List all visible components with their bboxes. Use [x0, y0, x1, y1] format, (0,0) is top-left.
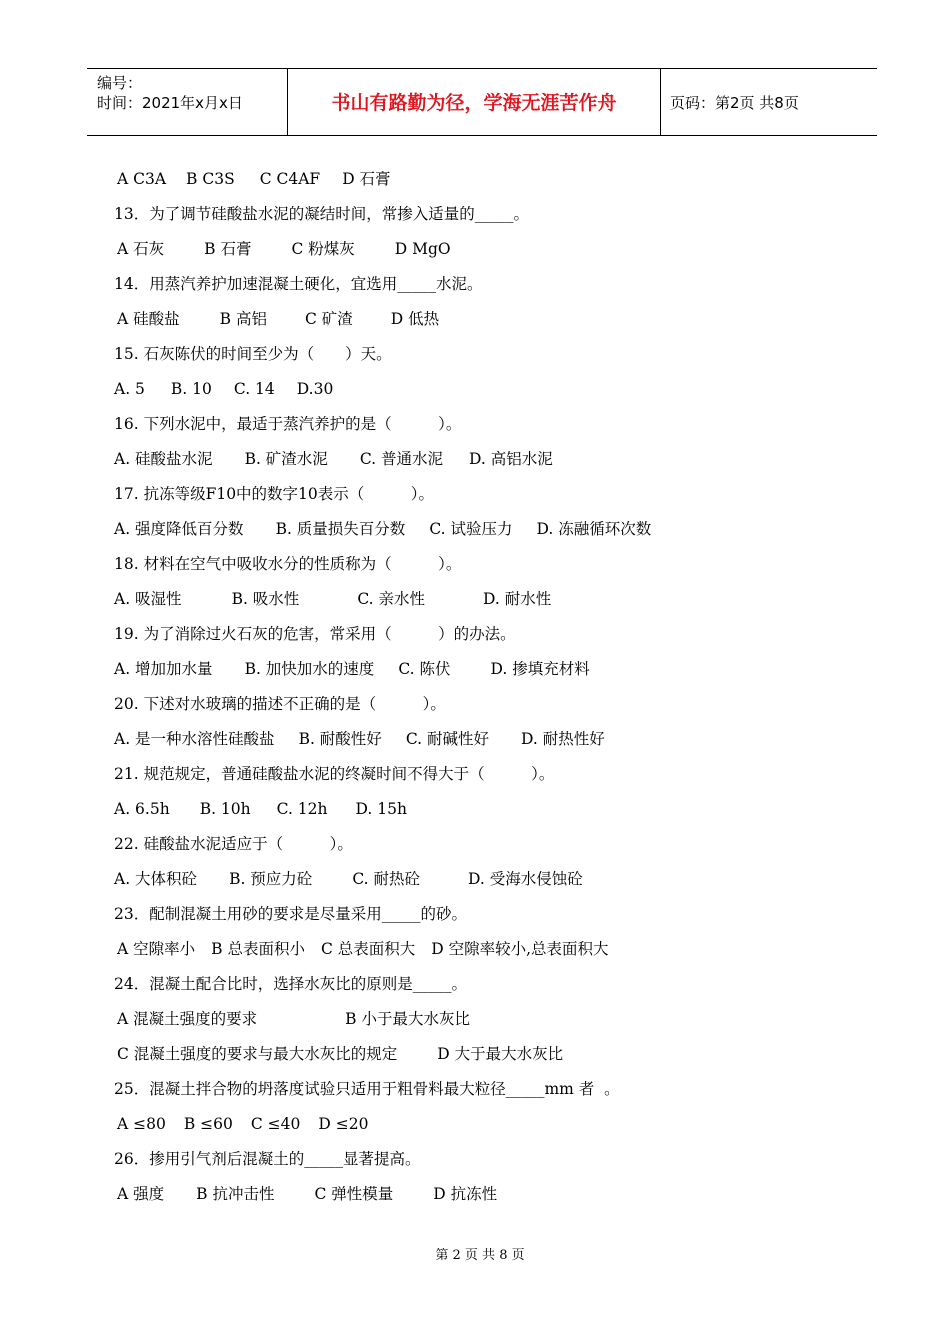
question-text: 23．配制混凝土用砂的要求是尽量采用_____的砂。 [114, 905, 467, 923]
answer-option: B. 吸水性 [231, 590, 300, 608]
answer-options [114, 166, 894, 201]
answer-option: D.30 [296, 380, 334, 398]
answer-options [114, 656, 894, 691]
time-label: 时间：2021年x月x日 [97, 94, 243, 112]
answer-option: C. 耐碱性好 [405, 730, 489, 748]
answer-option: A. 6.5h [114, 800, 170, 818]
answer-option: A 强度 [117, 1185, 165, 1203]
answer-options [114, 1111, 894, 1146]
answer-option: D 大于最大水灰比 [437, 1045, 564, 1063]
answer-option: C. 12h [276, 800, 328, 818]
answer-option: A 硅酸盐 [117, 310, 180, 328]
answer-option: C. 试验压力 [429, 520, 513, 538]
question-text: 17. 抗冻等级F10中的数字10表示（ ）。 [114, 485, 435, 503]
question-text: 18. 材料在空气中吸收水分的性质称为（ ）。 [114, 555, 462, 573]
answer-option: A. 增加加水量 [114, 660, 213, 678]
question-text: 25．混凝土拌合物的坍落度试验只适用于粗骨料最大粒径_____mm 者 。 [114, 1080, 620, 1098]
answer-option: D 抗冻性 [433, 1185, 498, 1203]
answer-option: D. 耐热性好 [520, 730, 605, 748]
answer-option: D. 受海水侵蚀砼 [467, 870, 583, 888]
page-header [87, 68, 877, 136]
answer-option: D. 高铝水泥 [468, 450, 553, 468]
answer-option: B 总表面积小 [211, 940, 305, 958]
answer-option: B. 10 [170, 380, 212, 398]
answer-option: C. 普通水泥 [359, 450, 443, 468]
question-text: 16. 下列水泥中，最适于蒸汽养护的是（ ）。 [114, 415, 462, 433]
answer-options [114, 516, 894, 551]
page-footer: 第 2 页 共 8 页 [435, 1248, 525, 1263]
answer-option: B. 预应力砼 [229, 870, 313, 888]
question-text: 20. 下述对水玻璃的描述不正确的是（ ）。 [114, 695, 446, 713]
question-text: 13．为了调节硅酸盐水泥的凝结时间，常掺入适量的_____。 [114, 205, 529, 223]
answer-option: C. 陈伏 [398, 660, 451, 678]
answer-option: B. 耐酸性好 [298, 730, 382, 748]
answer-option: A C3A [117, 170, 167, 188]
header-page-info: 页码：第2页 共8页 [670, 94, 799, 112]
question-text: 19. 为了消除过火石灰的危害，常采用（ ）的办法。 [114, 625, 516, 643]
answer-option: D 低热 [390, 310, 440, 328]
answer-option: A. 5 [114, 380, 145, 398]
answer-options [114, 1006, 894, 1041]
answer-option: B 石膏 [204, 240, 252, 258]
answer-options [114, 586, 894, 621]
answer-option: A. 大体积砼 [114, 870, 198, 888]
answer-option: C ≤40 [250, 1115, 301, 1133]
answer-option: B. 加快加水的速度 [244, 660, 375, 678]
answer-options [114, 306, 894, 341]
question-text: 22. 硅酸盐水泥适应于（ ）。 [114, 835, 353, 853]
question-text: 14．用蒸汽养护加速混凝土硬化，宜选用_____水泥。 [114, 275, 483, 293]
answer-option: D. 掺填充材料 [490, 660, 590, 678]
answer-options [114, 796, 894, 831]
answer-option: B 高铝 [219, 310, 267, 328]
question-text: 15. 石灰陈伏的时间至少为（ ）天。 [114, 345, 392, 363]
answer-options [114, 936, 894, 971]
answer-option: C 混凝土强度的要求与最大水灰比的规定 [117, 1045, 398, 1063]
answer-option: D 石膏 [342, 170, 391, 188]
answer-option: C 总表面积大 [320, 940, 416, 958]
answer-option: B. 矿渣水泥 [244, 450, 328, 468]
answer-option: C. 亲水性 [357, 590, 425, 608]
answer-option: D. 15h [355, 800, 407, 818]
answer-option: A. 硅酸盐水泥 [114, 450, 213, 468]
header-meta [97, 73, 243, 113]
answer-option: A 混凝土强度的要求 [117, 1010, 258, 1028]
answer-options [114, 446, 894, 481]
answer-options [114, 236, 894, 271]
answer-option: D 空隙率较小,总表面积大 [431, 940, 609, 958]
question-text: 21. 规范规定，普通硅酸盐水泥的终凝时间不得大于（ ）。 [114, 765, 555, 783]
answer-option: C. 耐热砼 [352, 870, 420, 888]
answer-option: C 粉煤灰 [291, 240, 355, 258]
answer-options [114, 866, 894, 901]
answer-option: B C3S [186, 170, 235, 188]
answer-option: D MgO [394, 240, 451, 258]
question-list [114, 166, 894, 1216]
answer-option: A. 强度降低百分数 [114, 520, 244, 538]
answer-options [114, 726, 894, 761]
answer-option: A ≤80 [117, 1115, 166, 1133]
answer-option: D ≤20 [318, 1115, 369, 1133]
answer-options [114, 1181, 894, 1216]
answer-option: B 抗冲击性 [196, 1185, 275, 1203]
header-motto: 书山有路勤为径，学海无涯苦作舟 [331, 92, 617, 114]
answer-option: B. 10h [199, 800, 251, 818]
answer-option: A 石灰 [117, 240, 165, 258]
answer-option: B. 质量损失百分数 [275, 520, 406, 538]
answer-option: D. 耐水性 [482, 590, 552, 608]
answer-option: A. 吸湿性 [114, 590, 182, 608]
answer-option: C. 14 [233, 380, 275, 398]
question-text: 24．混凝土配合比时，选择水灰比的原则是_____。 [114, 975, 467, 993]
answer-option: B 小于最大水灰比 [345, 1010, 470, 1028]
answer-option: D. 冻融循环次数 [536, 520, 652, 538]
answer-option: B ≤60 [183, 1115, 233, 1133]
answer-option: A. 是一种水溶性硅酸盐 [114, 730, 275, 748]
answer-option: C C4AF [259, 170, 321, 188]
answer-options [114, 1041, 894, 1076]
serial-label: 编号： [97, 74, 143, 92]
question-text: 26．掺用引气剂后混凝土的_____显著提高。 [114, 1150, 421, 1168]
header-divider [660, 69, 661, 136]
answer-option: A 空隙率小 [117, 940, 196, 958]
answer-option: C 弹性模量 [314, 1185, 394, 1203]
answer-option: C 矿渣 [304, 310, 353, 328]
answer-options [114, 376, 894, 411]
